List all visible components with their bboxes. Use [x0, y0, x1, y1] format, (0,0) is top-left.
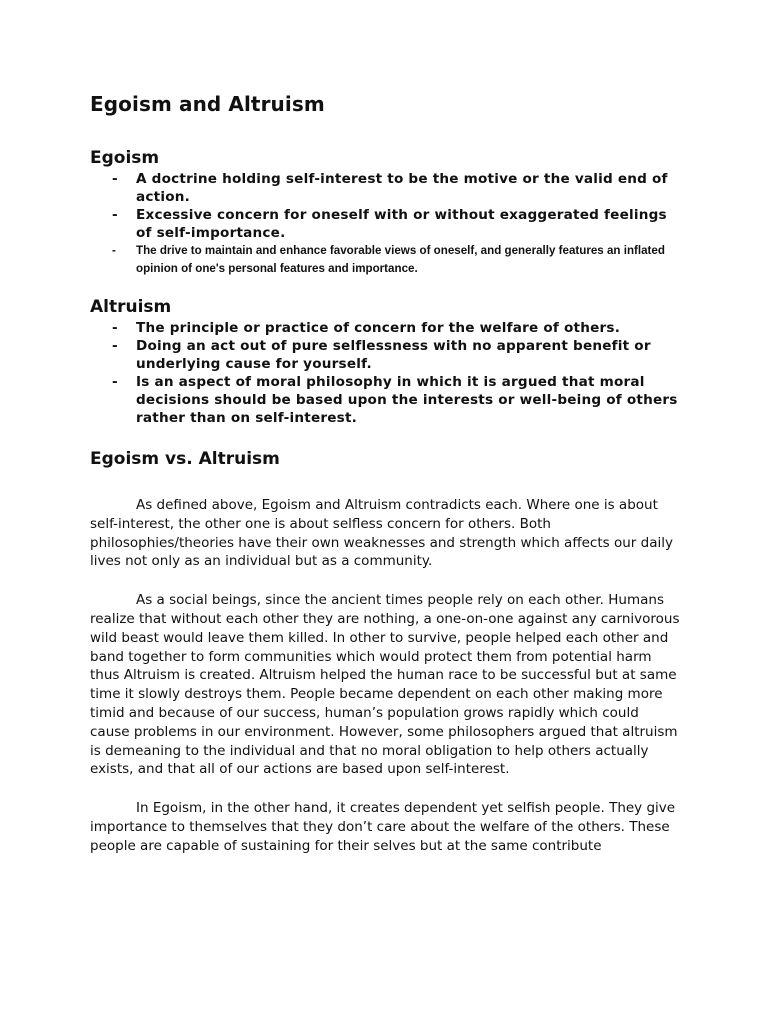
list-item: - A doctrine holding self-interest to be the motive or the valid end of action.	[112, 171, 668, 205]
section-heading-egoism: Egoism	[90, 148, 160, 168]
bullet-dash: -	[112, 244, 116, 257]
paragraph: In Egoism, in the other hand, it creates dependent yet selfish people. They give importance to themselves that they don’t care about the welfare of the others. These people are capable of sustaining for their selves but at the same contribute	[90, 800, 676, 854]
list-item: - Doing an act out of pure selflessness with no apparent benefit or underlying cause for yourself.	[112, 338, 651, 372]
list-item: - The principle or practice of concern for the welfare of others.	[112, 320, 621, 336]
document-title: Egoism and Altruism	[90, 92, 325, 116]
altruism-definition-list	[90, 319, 680, 427]
list-item: - Is an aspect of moral philosophy in which it is argued that moral decisions should be based upon the interests or well-being of others rather than on self-interest.	[112, 374, 678, 426]
paragraph: As defined above, Egoism and Altruism contradicts each. Where one is about self-interest, the other one is about selfless concern for others. Both philosophies/theories have their own weaknesses and strength which affects our daily lives not only as an individual but as a community.	[90, 497, 673, 570]
bullet-dash: -	[112, 320, 118, 336]
section-heading-egoism-vs-altruism: Egoism vs. Altruism	[90, 449, 280, 469]
paragraph: As a social beings, since the ancient times people rely on each other. Humans realize that without each other they are nothing, a one-on-one against any carnivorous wild beast would leave them killed. In other to survive, people helped each other and band together to form communities which would protect them from potential harm thus Altruism is created. Altruism helped the human race to be successful but at same time it slowly destroys them. People became dependent on each other making more timid and because of our success, human’s population grows rapidly which could cause problems in our environment. However, some philosophers argued that altruism is demeaning to the individual and that no moral obligation to help others actually exists, and that all of our actions are based upon self-interest.	[90, 592, 680, 778]
bullet-dash: -	[112, 171, 118, 187]
list-item: - Excessive concern for oneself with or without exaggerated feelings of self-importance.	[112, 207, 667, 241]
bullet-dash: -	[112, 374, 118, 390]
section-heading-altruism: Altruism	[90, 297, 172, 317]
bullet-dash: -	[112, 207, 118, 223]
bullet-dash: -	[112, 338, 118, 354]
list-item: - The drive to maintain and enhance favorable views of oneself, and generally features an inflated opinion of one's personal features and importance.	[112, 244, 665, 275]
egoism-definition-list	[90, 170, 680, 277]
document-body	[90, 90, 680, 856]
